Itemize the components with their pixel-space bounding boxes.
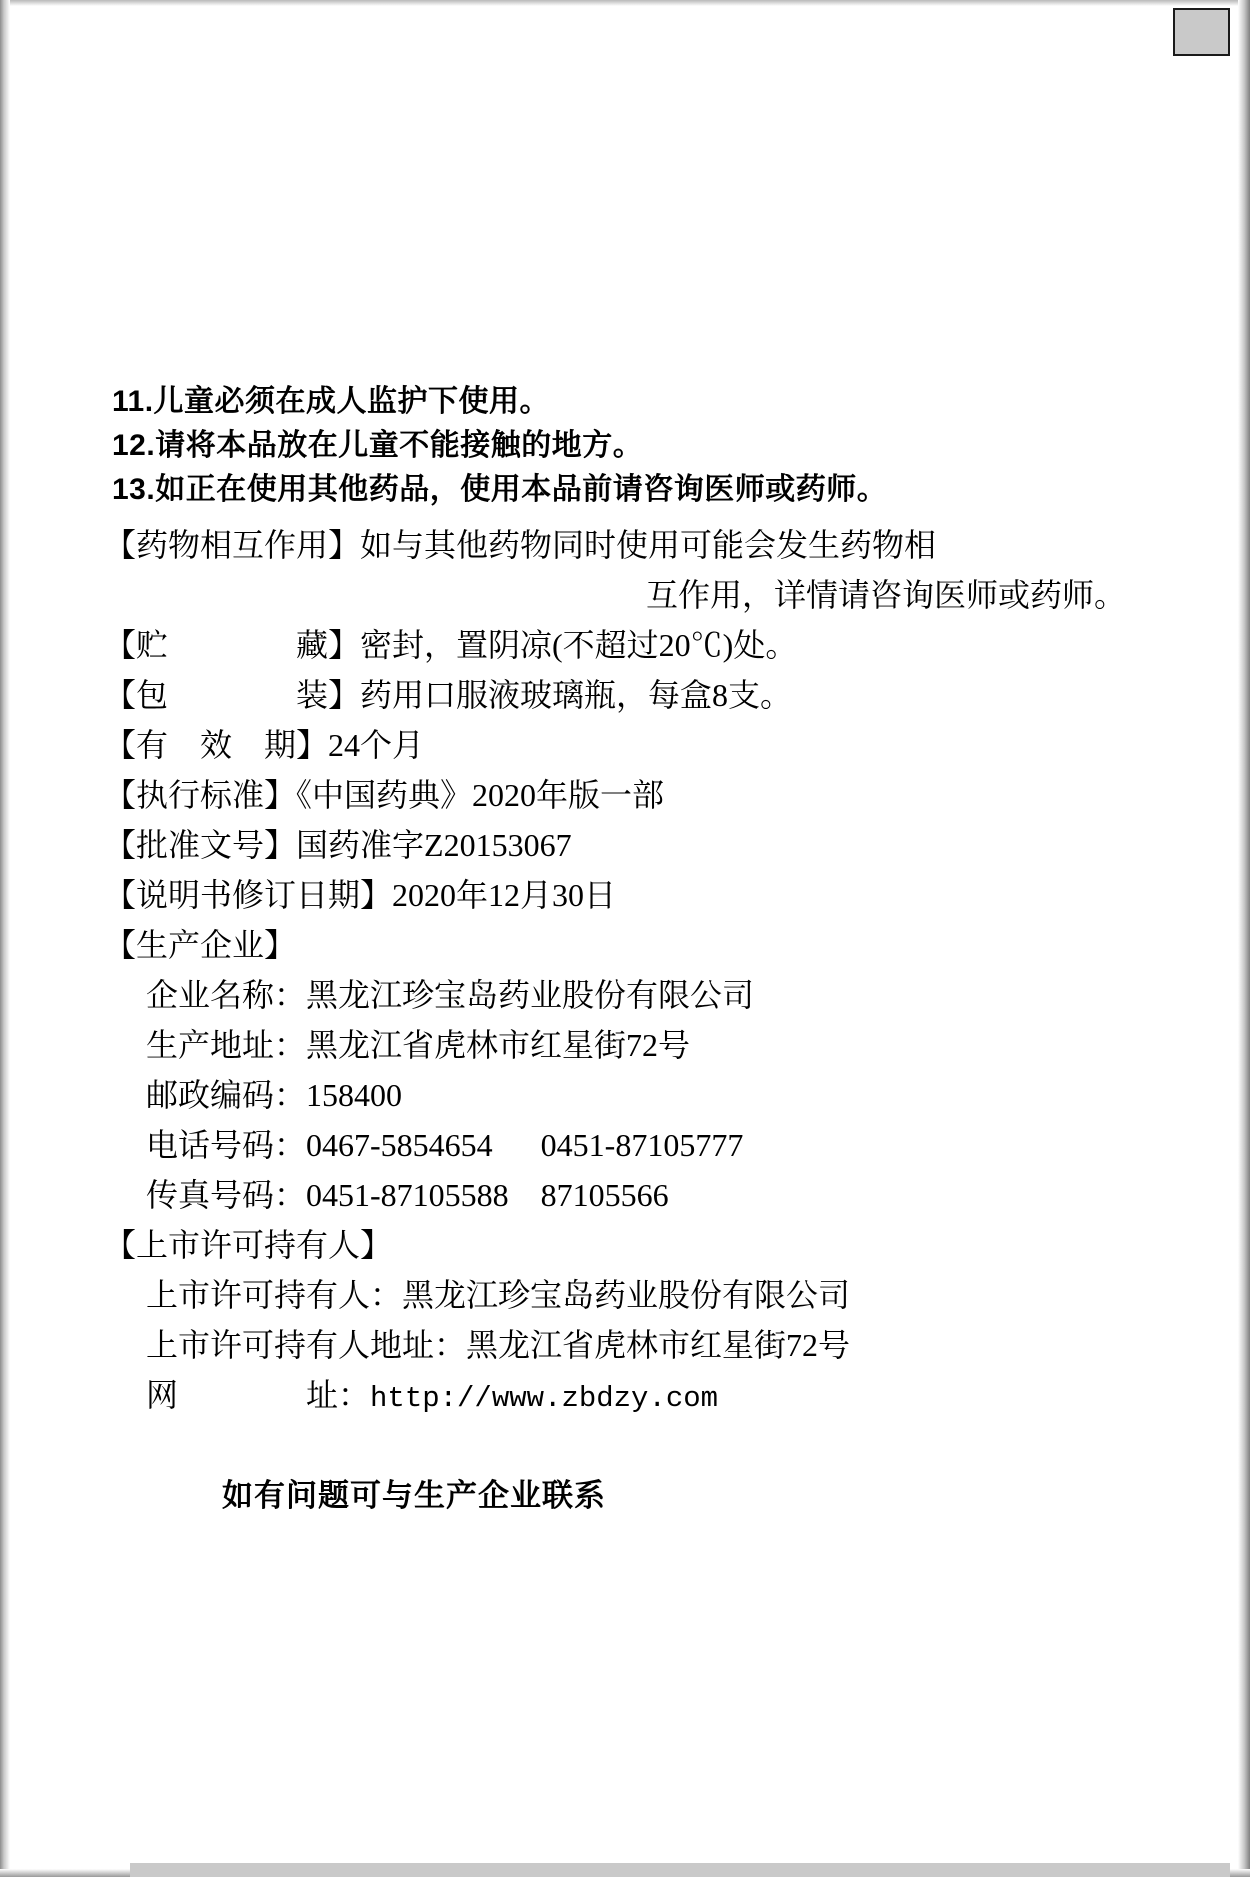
section-storage [104,620,1144,670]
section-standard [104,770,1144,820]
revision-label: 【说明书修订日期】 [104,877,393,913]
warning-list [112,380,1144,512]
fax-value: 0451-87105588 [306,1177,509,1213]
manufacturer-label: 【生产企业】 [104,927,297,963]
section-revision-date [104,870,1144,920]
address-label: 生产地址： [146,1027,307,1063]
section-drug-interaction-cont [104,570,1144,620]
warning-item-11: 11.儿童必须在成人监护下使用。 [112,385,551,418]
mah-holder-label: 上市许可持有人： [146,1277,403,1313]
section-drug-interaction [104,520,1144,570]
mah-label: 【上市许可持有人】 [104,1227,393,1263]
approval-text: 国药准字Z20153067 [296,827,572,863]
fax-value-2: 87105566 [540,1177,669,1213]
bottom-edge-bar [130,1863,1230,1877]
section-approval-number [104,820,1144,870]
postcode-label: 邮政编码： [146,1077,307,1113]
footer-contact-note: 如有问题可与生产企业联系 [222,1478,606,1513]
standard-text: 《中国药典》2020年版一部 [296,777,665,813]
revision-text: 2020年12月30日 [392,877,617,913]
section-manufacturer-heading [104,920,1144,970]
website-label: 网 址： [146,1377,371,1413]
page-edge-left [0,0,10,1877]
validity-label: 【有 效 期】 [104,727,329,763]
page-edge-right [1238,0,1250,1877]
validity-text: 24个月 [328,727,425,763]
section-mah-heading [104,1220,1144,1270]
document-content [104,380,1144,1515]
mah-holder-address-value: 黑龙江省虎林市红星街72号 [466,1327,851,1363]
drug-interaction-text-2: 互作用，详情请咨询医师或药师。 [645,577,1126,613]
mah-holder-address-row [146,1320,1144,1370]
section-validity [104,720,1144,770]
mah-holder-address-label: 上市许可持有人地址： [146,1327,467,1363]
manufacturer-postcode-row [146,1070,1144,1120]
address-value: 黑龙江省虎林市红星街72号 [306,1027,691,1063]
phone-value-2: 0451-87105777 [540,1127,744,1163]
warning-item-13: 13.如正在使用其他药品，使用本品前请咨询医师或药师。 [112,473,888,506]
package-text: 药用口服液玻璃瓶，每盒8支。 [360,677,793,713]
mah-holder-row [146,1270,1144,1320]
corner-registration-mark [1173,8,1230,56]
storage-label: 【贮 藏】 [104,627,361,663]
package-label: 【包 装】 [104,677,361,713]
standard-label: 【执行标准】 [104,777,297,813]
manufacturer-address-row [146,1020,1144,1070]
page-edge-top [0,0,1250,6]
company-name-value: 黑龙江珍宝岛药业股份有限公司 [306,977,755,1013]
approval-label: 【批准文号】 [104,827,297,863]
manufacturer-fax-row [146,1170,1144,1220]
manufacturer-phone-row [146,1120,1144,1170]
phone-label: 电话号码： [146,1127,307,1163]
phone-value: 0467-5854654 [306,1127,493,1163]
postcode-value: 158400 [306,1077,403,1113]
drug-interaction-label: 【药物相互作用】 [104,527,361,563]
fax-label: 传真号码： [146,1177,307,1213]
drug-interaction-text: 如与其他药物同时使用可能会发生药物相 [360,527,937,563]
website-value: http://www.zbdzy.com [370,1382,719,1415]
warning-item-12: 12.请将本品放在儿童不能接触的地方。 [112,429,644,462]
mah-holder-value: 黑龙江珍宝岛药业股份有限公司 [402,1277,851,1313]
sections-block [104,520,1144,1424]
mah-website-row [146,1370,1144,1424]
storage-text: 密封，置阴凉(不超过20℃)处。 [360,627,798,663]
manufacturer-company-row [146,970,1144,1020]
company-name-label: 企业名称： [146,977,307,1013]
section-package [104,670,1144,720]
